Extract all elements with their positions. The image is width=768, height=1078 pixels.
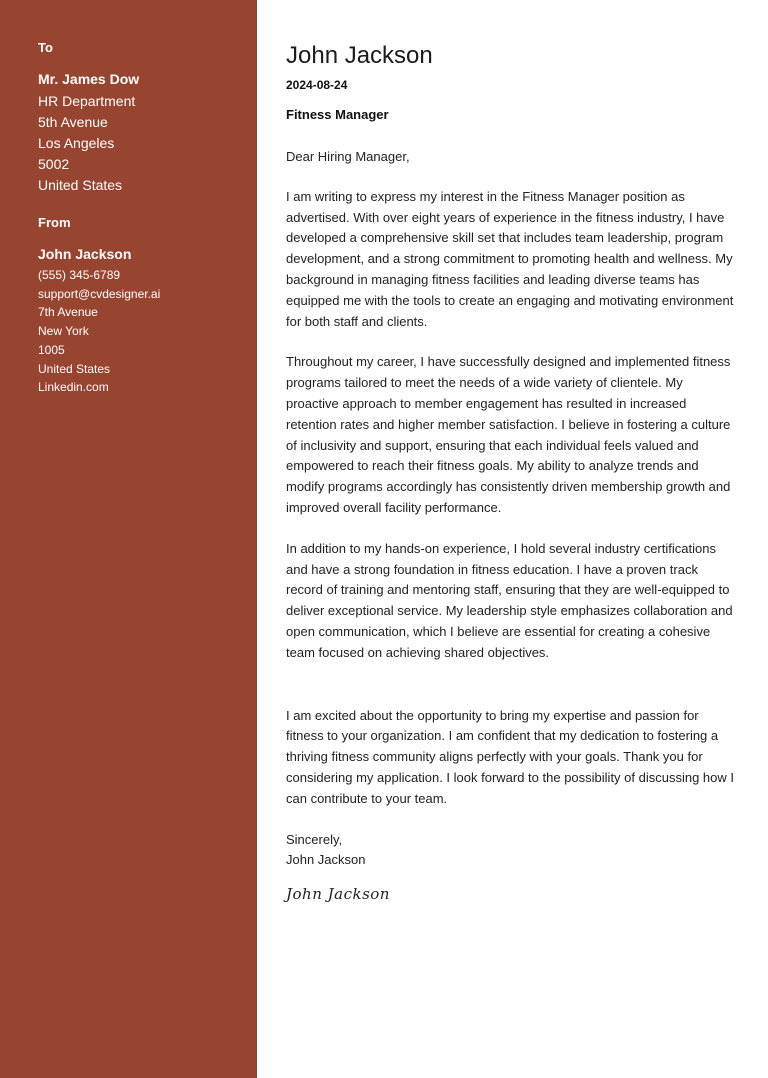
recipient-heading: To (38, 40, 53, 55)
letter-greeting: Dear Hiring Manager, (286, 149, 410, 164)
letter-name: John Jackson (286, 42, 433, 69)
sender-name: John Jackson (38, 246, 132, 262)
sender-street: 7th Avenue (38, 305, 98, 320)
letter-body (286, 40, 734, 903)
paragraph-3: In addition to my hands-on experience, I hold several industry certifications and have a strong foundation in fitness education. I have a proven track record of training and mentoring staff, ensuring that they are well-equipped to deliver exceptional service. My leadership style emphasizes collaboration and open communication, which I believe are essential for creating a cohesive team focused on achieving shared objectives. (286, 540, 733, 660)
recipient-block (38, 40, 237, 196)
sender-phone: (555) 345-6789 (38, 268, 121, 282)
recipient-street: 5th Avenue (38, 114, 108, 130)
paragraph-2: Throughout my career, I have successfully designed and implemented fitness programs tailored to meet the needs of a wide variety of clientele. My proactive approach to member engagement has resulted in increased retention rates and higher member satisfaction. I believe in fostering a culture of inclusivity and support, ensuring that each individual feels valued and empowered to reach their fitness goals. My ability to analyze trends and modify programs accordingly has consistently driven membership growth and improved overall facility performance. (286, 354, 731, 515)
sender-city: New York (38, 324, 89, 339)
sender-email[interactable]: support@cvdesigner.ai (38, 286, 161, 301)
signature: John Jackson (286, 885, 390, 904)
recipient-zip: 5002 (38, 156, 70, 172)
recipient-name: Mr. James Dow (38, 71, 140, 87)
sender-zip: 1005 (38, 342, 65, 357)
recipient-department: HR Department (38, 93, 136, 109)
sidebar (0, 0, 257, 1078)
sender-block (38, 215, 237, 397)
closing-phrase: Sincerely, (286, 831, 343, 847)
recipient-city: Los Angeles (38, 135, 115, 151)
paragraph-4: I am excited about the opportunity to bring my expertise and passion for fitness to your organization. I am confident that my dedication to fostering a thriving fitness community aligns perfectly with your goals. Thank you for considering my application. I look forward to the possibility of discussing how I can contribute to your team. (286, 707, 734, 806)
closing-name: John Jackson (286, 852, 366, 868)
letter-role: Fitness Manager (286, 107, 389, 122)
letter-closing (286, 830, 734, 872)
recipient-country: United States (38, 177, 123, 193)
sender-country: United States (38, 361, 111, 376)
sender-linkedin[interactable]: Linkedin.com (38, 380, 109, 395)
letter-date: 2024-08-24 (286, 78, 348, 92)
paragraph-1: I am writing to express my interest in the Fitness Manager position as advertised. With over eight years of experience in the fitness industry, I have developed a comprehensive skill set that includes team leadership, program development, and a strong commitment to promoting health and wellness. My background in managing fitness facilities and leading diverse teams has equipped me with the tools to create an engaging and motivating environment for both staff and clients. (286, 188, 734, 329)
sender-heading: From (38, 215, 71, 230)
